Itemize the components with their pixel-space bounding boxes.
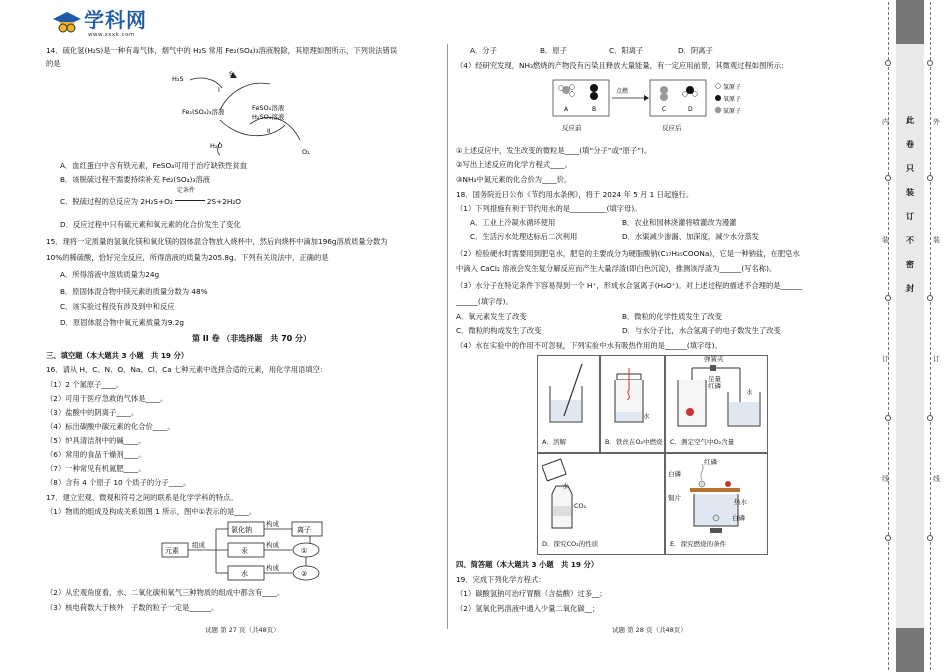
section-4-title: 四、简答题（本大题共 3 小题 共 19 分） [456,560,599,569]
brand-name: 学科网 [84,8,147,32]
q14-cycle-diagram [160,70,330,158]
seal-char: 密 [906,260,914,269]
q17-stem: 17．建立宏观、微观和符号之间的联系是化学学科的特点。 [46,493,238,502]
q16-item[interactable]: （1）2 个氮原子____。 [46,380,124,389]
legend-n: 氮原子 [723,108,742,115]
seal-char: 卷 [906,140,914,149]
before-label: 反应前 [562,124,582,132]
hole-marker [927,295,933,301]
q16-item[interactable]: （7）一种常见有机氮肥____。 [46,464,146,473]
iron-wire-bottle-icon [605,360,663,430]
exp-d-co2-label: CO₂ [574,502,587,510]
left-page-footer: 试题 第 27 页（共48页） [205,626,280,634]
seal-char: 装 [906,188,914,197]
q18-part1[interactable]: （1）下列措施有利于节约用水的是__________(填字母)。 [456,204,642,213]
q17-part4-sub2[interactable]: ②写出上述反应的化学方程式____。 [456,160,572,169]
diag-h2o-label: H₂O [210,142,223,150]
exp-c-caption: C．测定空气中O₂含量 [670,438,735,446]
hole-marker [927,415,933,421]
seal-char: 封 [906,284,914,293]
q19-stem: 19．完成下列化学方程式： [456,575,546,584]
q18-option2-d[interactable]: D．与水分子比，水合氢离子的电子数发生了改变 [622,326,781,335]
hole-marker [927,175,933,181]
q18-option-a[interactable]: A．工业上冷凝水循环使用 [470,218,556,227]
ignite-label: 点燃 [616,88,629,95]
mortarboard-icon [52,10,82,34]
inner-mark: 订 [882,355,889,363]
q18-option-c[interactable]: C．生活污水处理达标后二次利用 [470,232,578,241]
exp-e-hotwater-label: 热水 [734,498,747,506]
product-c: C [662,106,667,113]
q17-part3[interactable]: （3）核电荷数大于核外 子数的粒子一定是______。 [46,603,219,612]
q17-reaction-diagram [552,76,762,134]
column-divider [447,44,448,629]
q15-stem: 15．现将一定质量的氢氧化镁和氧化镁的固体混合物放入烧杯中，然后向烧杯中滴加196g溶质质量分数为 [46,237,388,246]
q15-stem-cont: 10%的稀硫酸，恰好完全反应，所得溶液的质量为205.8g。下列有关说法中，正确的是 [46,253,329,262]
diag-h2so4-label: H₂SO₄溶液 [252,113,285,121]
diag-step-ii: II [267,128,271,135]
diag-water: 水 [241,570,248,578]
hole-marker [885,295,891,301]
exp-c-clip-label: 弹簧夹 [704,355,724,363]
q18-option-d[interactable]: D．水渠减少渗漏、加深度，减少水分蒸发 [622,232,759,241]
outer-mark: 外 [933,118,940,126]
q18-option2-a[interactable]: A．氧元素发生了改变 [456,312,527,321]
q17-part2[interactable]: （2）从宏观角度看，水、二氧化碳和氧气三种物质的组成中都含有____。 [46,588,285,597]
q15-option-a[interactable]: A．所得溶液中溶质质量为24g [60,270,160,279]
diag-circle-1: ① [301,547,308,555]
brand-logo [52,8,192,38]
q18-option-b[interactable]: B．农业和园林浇灌将喷灌改为漫灌 [622,218,737,227]
q14-option-a[interactable]: A．血红蛋白中含有铁元素，FeSO₄可用于治疗缺铁性贫血 [60,161,248,170]
outer-mark: 订 [933,355,940,363]
inner-mark: 装 [882,236,889,244]
q18-part2: （2）检验硬水时需要用到肥皂水，肥皂的主要成分为硬脂酸钠(C₁₇H₃₅COONa)，它是一种钠盐，在肥皂水 [456,249,800,258]
q18-option2-b[interactable]: B．微粒的化学性质发生了改变 [622,312,722,321]
q14-stem-cont: 的是 [46,59,61,68]
co2-bottle-icon [542,458,612,534]
q17-option-d[interactable]: D．阴离子 [678,46,713,55]
strip-shade-top [896,0,924,44]
part-ii-title: 第 II 卷 （非选择题 共 70 分） [192,334,312,343]
exp-c-water-label: 水 [746,388,753,396]
right-page-footer: 试题 第 28 页（共48页） [612,626,687,634]
q15-option-b[interactable]: B．原固体混合物中镁元素的质量分数为 48% [60,287,208,296]
reactant-a: A [564,106,569,113]
q17-option-a[interactable]: A．分子 [470,46,497,55]
q18-part2-cont[interactable]: 中滴入 CaCl₂ 溶液会发生复分解反应而产生大量浮渣(即白色沉淀)，推测该浮渣为______(写名称)。 [456,264,777,273]
q16-stem: 16．请从 H、C、N、O、Na、Cl、Ca 七种元素中选择合适的元素，用化学用语填空： [46,365,328,374]
outer-cut-line [930,2,931,670]
strip-shade-bottom [896,628,924,672]
exp-b-water-label: 水 [643,412,650,420]
diag-ion: 离子 [297,526,311,534]
diag-step-i: I [218,87,220,94]
q14-option-b[interactable]: B．该脱硫过程不需要持续补充 Fe₂(SO₄)₃溶液 [60,175,210,184]
diag-nacl: 氯化钠 [231,526,252,534]
q18-part3-cont[interactable]: ______(填字母)。 [456,297,513,306]
q17-part4: （4）经研究发现，NH₃燃烧的产物没有污染且释放大量能量，有一定应用前景，其微观过程如图所示： [456,61,789,70]
q14-stem: 14．硫化氢(H₂S)是一种有毒气体，烟气中的 H₂S 常用 Fe₂(SO₄)₃溶液脱除，其原理如图所示，下列说法错误 [46,46,398,55]
diag-zucheng: 组成 [192,541,205,549]
diag-element: 元素 [165,547,179,555]
exp-b-caption: B．铁丝在O₂中燃烧 [605,438,663,446]
q16-item[interactable]: （8）含有 4 个原子 10 个质子的分子____。 [46,478,191,487]
exp-c-redp-label: 足量红磷 [708,375,721,391]
inner-cut-line [888,2,889,670]
hole-marker [885,415,891,421]
seal-char: 订 [906,212,914,221]
q15-option-d[interactable]: D．原固体混合物中氧元素质量为9.2g [60,318,185,327]
outer-mark: 线 [933,475,940,483]
section-3-title: 三、填空题（本大题共 3 小题 共 19 分） [46,351,189,360]
q17-structure-diagram [160,519,340,585]
exp-e-redp-label: 红磷 [704,458,717,466]
q15-option-c[interactable]: C．该实验过程没有涉及到中和反应 [60,302,175,311]
q17-part4-sub1[interactable]: ①上述反应中，发生改变的微粒是____(填“分子”或“原子”)。 [456,146,652,155]
q17-option-c[interactable]: C．阳离子 [609,46,644,55]
hole-marker [927,60,933,66]
beaker-stir-icon [542,360,597,430]
q14-option-d[interactable]: D．反应过程中只有硫元素和氧元素的化合价发生了变化 [60,220,241,229]
q18-part3: （3）水分子在特定条件下容易得到一个 H⁺，形成水合氢离子(H₃O⁺)。对上述过程的描述不合理的是______ [456,281,803,290]
q14-option-c-text: C．脱硫过程的总反应为 2H₂S+O₂ [60,197,173,206]
exp-a-panel [537,355,600,453]
q17-part4-sub3[interactable]: ③NH₃中氮元素的化合价为____价。 [456,175,572,184]
exp-d-panel [537,453,665,555]
inner-mark: 线 [882,475,889,483]
q16-item[interactable]: （5）炉具清洁剂中的碱____。 [46,436,146,445]
seal-char: 只 [906,164,914,173]
q14-option-c[interactable] [60,187,242,206]
exp-c-panel [665,355,768,453]
exp-d-water-label: 水 [562,482,569,490]
legend-h: 氢原子 [723,84,742,91]
diag-fe2so43-label: Fe₂(SO₄)₃溶液 [182,108,225,116]
q17-option-b[interactable]: B．原子 [540,46,567,55]
hole-marker [885,175,891,181]
outer-mark: 装 [933,236,940,244]
legend-o: 氧原子 [723,96,742,103]
exp-a-caption: A．溶解 [542,438,566,446]
exp-e-whitep-label: 白磷 [668,470,681,478]
diag-hg: 汞 [241,547,248,555]
q16-item[interactable]: （6）常用的食品干燥剂____。 [46,450,146,459]
q16-item[interactable]: （3）盐酸中的阴离子____。 [46,408,139,417]
q16-item[interactable]: （2）可用于医疗急救的气体是____。 [46,394,168,403]
exp-b-panel [600,355,665,453]
hole-marker [885,535,891,541]
q19-part2[interactable]: （2）氢氧化钙溶液中通入少量二氧化碳__； [456,604,600,613]
hole-marker [927,535,933,541]
exp-e-whitep2-label: 白磷 [732,514,745,522]
seal-char: 此 [906,116,914,125]
hole-marker [885,60,891,66]
exp-d-caption: D．探究CO₂的性质 [542,540,599,548]
q16-item[interactable]: （4）标出碳酸中碳元素的化合价____。 [46,422,175,431]
q17-part1[interactable]: （1）物质的组成及构成关系如图 1 所示，图中①表示的是____。 [46,507,257,516]
inner-mark: 内 [882,118,889,126]
diag-circle-2: ② [301,570,308,578]
reaction-arrow [175,187,205,204]
reaction-condition: 定条件 [176,187,195,194]
reactant-b: B [592,106,597,113]
combustion-apparatus-icon [668,458,766,534]
q19-part1[interactable]: （1）碳酸氢钠可治疗胃酸（含盐酸）过多__； [456,589,607,598]
diag-goucheng-3: 构成 [266,564,279,572]
after-label: 反应后 [662,124,682,132]
diag-s-label: S [229,70,234,78]
q18-part4[interactable]: （4）水在实验中的作用不可忽视，下列实验中水有吸热作用的是______(填字母)。 [456,341,722,350]
exp-e-panel [665,453,768,555]
diag-h2s-label: H₂S [172,75,184,83]
brand-url: www.zxxk.com [88,32,135,38]
q18-stem: 18．国务院近日公布《节约用水条例》，将于 2024 年 5 月 1 日起施行。 [456,190,694,199]
diag-feso4-label: FeSO₄溶液 [252,104,285,112]
seal-char: 不 [906,236,914,245]
exp-e-copper-label: 铜片 [668,494,681,502]
diag-goucheng-1: 构成 [266,520,279,528]
q18-option2-c[interactable]: C．微粒的构成发生了改变 [456,326,542,335]
seal-strip [896,0,924,672]
q14-option-c-products: 2S+2H₂O [206,197,242,206]
product-d: D [688,106,693,113]
diag-goucheng-2: 构成 [266,541,279,549]
diag-o2-label: O₂ [302,148,310,156]
exp-e-caption: E．探究燃烧的条件 [670,540,727,548]
